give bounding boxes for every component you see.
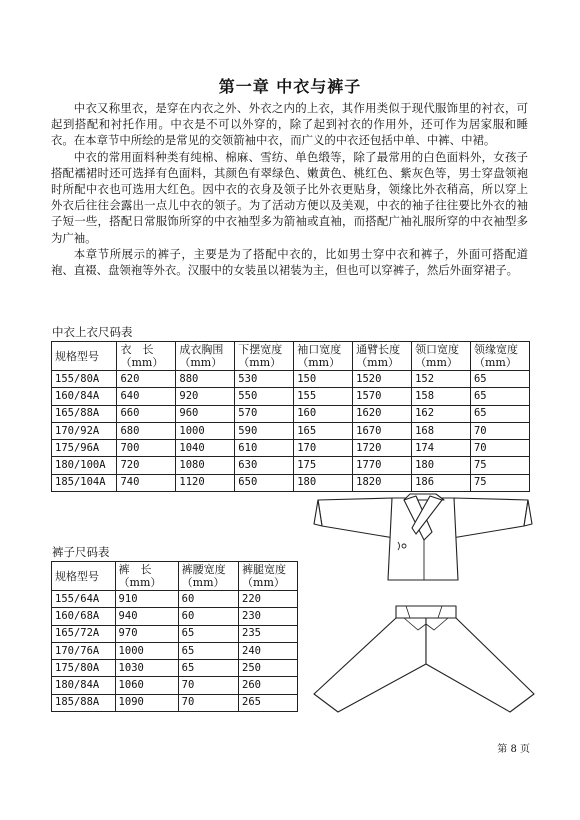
pants-left-leg [314,618,426,712]
table-cell: 70 [470,440,529,457]
table-cell: 60 [178,608,238,625]
table-header-row [52,562,298,591]
column-header: 领缘宽度（mm） [470,342,529,371]
table-cell: 75 [470,457,529,474]
column-header: 成衣胸围（mm） [176,342,235,371]
table-cell: 1090 [115,694,178,711]
table-cell: 165/88A [52,405,117,422]
table-cell: 65 [178,660,238,677]
table-cell: 185/104A [52,474,117,491]
table-cell: 160/68A [52,608,116,625]
table-cell: 260 [239,677,298,694]
table-cell: 220 [239,591,298,608]
table-cell: 70 [470,422,529,439]
paragraph: 中衣的常用面料种类有纯棉、棉麻、雪纺、单色缎等，除了最常用的白色面料外，女孩子搭配襦裙时还可选择有色面料，其颜色有翠绿色、嫩黄色、桃红色、紫灰色等，男士穿盘领袍时所配中衣也可选用大红色。因中衣的衣身及领子比外衣更贴身，领缘比外衣稍高，所以穿上外衣后往往会露出一点儿中衣的领子。为了活动方便以及美观，中衣的袖子往往要比外衣的袖子短一些，搭配日常服饰所穿的中衣袖型多为箭袖或直袖，而搭配广袖礼服所穿的中衣袖型多为广袖。 [51,149,528,245]
table-row [52,591,298,608]
table-cell: 160/84A [52,388,117,405]
table-cell: 150 [294,371,353,388]
body-text [51,100,528,278]
right-sleeve [452,498,528,538]
table-cell: 940 [115,608,178,625]
upper-garment-illustration [312,490,534,590]
table-cell: 65 [470,405,529,422]
table-cell: 70 [178,694,238,711]
table-cell: 1820 [353,474,412,491]
table-cell: 1040 [176,440,235,457]
paragraph: 中衣又称里衣，是穿在内衣之外、外衣之内的上衣，其作用类似于现代服饰里的衬衣，可起到搭配和衬托作用。中衣是不可以外穿的，除了起到衬衣的作用外，还可作为居家服和睡衣。在本章节中所绘的是常见的交领箭袖中衣，而广义的中衣还包括中单、中裤、中裙。 [51,101,528,148]
table-row [52,405,530,422]
table-cell: 180 [294,474,353,491]
table-cell: 550 [235,388,294,405]
table-cell: 180 [412,457,471,474]
column-header: 衣 长（mm） [117,342,176,371]
table-cell: 155/64A [52,591,116,608]
table-cell: 70 [178,677,238,694]
table-cell: 175/80A [52,660,116,677]
paragraph: 本章节所展示的裤子，主要是为了搭配中衣的，比如男士穿中衣和裤子，外面可搭配道袍、直裰、盘领袍等外衣。汉服中的女装虽以裙装为主，但也可以穿裤子，然后外面穿裙子。 [51,246,528,278]
table-cell: 610 [235,440,294,457]
table-cell: 158 [412,388,471,405]
table-cell: 186 [412,474,471,491]
table-cell: 175/96A [52,440,117,457]
column-header: 通臂长度（mm） [353,342,412,371]
table-cell: 65 [470,388,529,405]
table-cell: 1720 [353,440,412,457]
table-cell: 165/72A [52,625,116,642]
pants-right-leg [426,618,534,712]
table-row [52,371,530,388]
pants-waistband [396,606,456,618]
column-header: 领口宽度（mm） [412,342,471,371]
table-cell: 640 [117,388,176,405]
pants-illustration [310,604,536,716]
table-cell: 60 [178,591,238,608]
column-header: 裤腿宽度（mm） [239,562,298,591]
table-cell: 740 [117,474,176,491]
table-cell: 630 [235,457,294,474]
table-cell: 180/84A [52,677,116,694]
table-cell: 530 [235,371,294,388]
table-cell: 155 [294,388,353,405]
table-row [52,608,298,625]
table-row [52,660,298,677]
table-cell: 185/88A [52,694,116,711]
table-cell: 620 [117,371,176,388]
table-cell: 1030 [115,660,178,677]
table-row [52,677,298,694]
table-cell: 680 [117,422,176,439]
table-cell: 1000 [176,422,235,439]
table-cell: 660 [117,405,176,422]
table-cell: 170/76A [52,642,116,659]
table-row [52,440,530,457]
table-cell: 1520 [353,371,412,388]
table-row [52,457,530,474]
table-cell: 170 [294,440,353,457]
table-cell: 152 [412,371,471,388]
table-cell: 960 [176,405,235,422]
table-cell: 75 [470,474,529,491]
column-header: 下摆宽度（mm） [235,342,294,371]
table-cell: 720 [117,457,176,474]
page-title: 第一章 中衣与裤子 [218,77,362,96]
table-cell: 180/100A [52,457,117,474]
table-cell: 160 [294,405,353,422]
table-cell: 1570 [353,388,412,405]
table-cell: 240 [239,642,298,659]
page-number: 第 8 页 [497,744,530,755]
table-cell: 1060 [115,677,178,694]
table-cell: 650 [235,474,294,491]
table-cell: 168 [412,422,471,439]
table-cell: 265 [239,694,298,711]
table-cell: 65 [178,642,238,659]
table-cell: 1620 [353,405,412,422]
table-cell: 174 [412,440,471,457]
table-row [52,642,298,659]
table-cell: 1120 [176,474,235,491]
table-cell: 65 [178,625,238,642]
pants-table-caption: 裤子尺码表 [52,545,110,559]
table-cell: 590 [235,422,294,439]
table-row [52,694,298,711]
table-cell: 1080 [176,457,235,474]
table-cell: 165 [294,422,353,439]
table-cell: 920 [176,388,235,405]
top-size-table [51,341,530,492]
table-row [52,422,530,439]
table-cell: 250 [239,660,298,677]
table-row [52,474,530,491]
column-header: 裤 长（mm） [115,562,178,591]
table-cell: 570 [235,405,294,422]
column-header: 袖口宽度（mm） [294,342,353,371]
table-cell: 155/80A [52,371,117,388]
table-cell: 65 [470,371,529,388]
column-header: 规格型号 [52,342,117,371]
table-cell: 230 [239,608,298,625]
table-cell: 1770 [353,457,412,474]
column-header: 规格型号 [52,562,116,591]
table-row [52,388,530,405]
table-cell: 170/92A [52,422,117,439]
table-cell: 880 [176,371,235,388]
table-cell: 1670 [353,422,412,439]
table-cell: 1000 [115,642,178,659]
table-cell: 970 [115,625,178,642]
table-cell: 910 [115,591,178,608]
pants-size-table [51,561,298,712]
table-cell: 162 [412,405,471,422]
table-header-row [52,342,530,371]
table-cell: 235 [239,625,298,642]
column-header: 裤腰宽度（mm） [178,562,238,591]
table-cell: 700 [117,440,176,457]
left-sleeve [318,498,394,538]
table-cell: 175 [294,457,353,474]
top-table-caption: 中衣上衣尺码表 [52,325,133,339]
table-row [52,625,298,642]
